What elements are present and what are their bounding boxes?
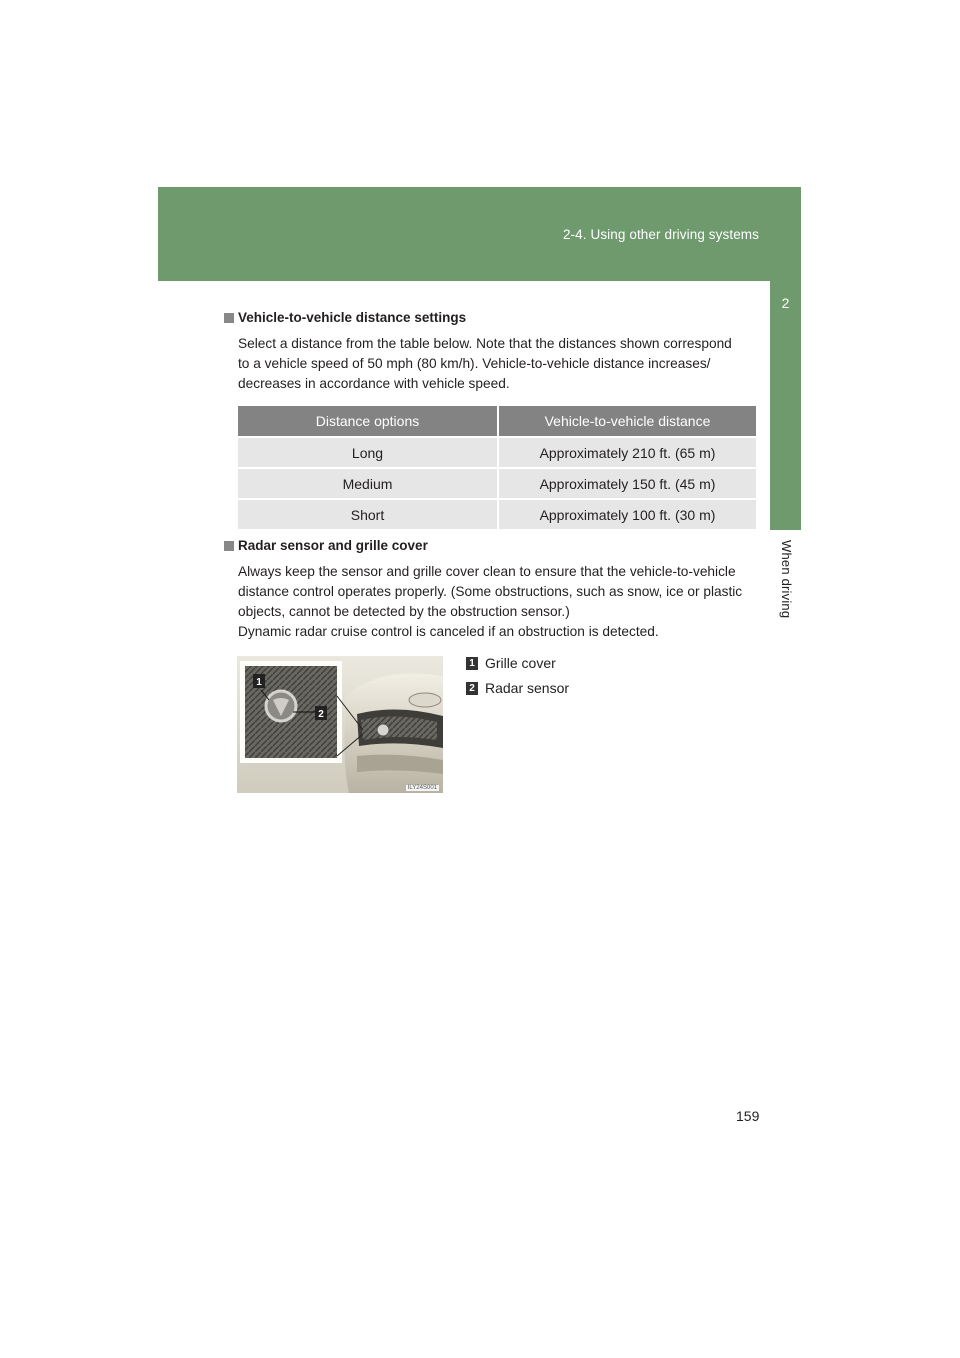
column-header: Vehicle-to-vehicle distance	[498, 406, 756, 437]
callout-1: 1	[256, 677, 262, 688]
chapter-label: When driving	[779, 540, 794, 619]
paragraph-distance-settings	[238, 334, 754, 394]
table-row	[238, 499, 756, 529]
text-line: Select a distance from the table below. Note that the distances shown correspond	[238, 336, 732, 351]
legend-number: 2	[466, 682, 478, 695]
table-cell: Approximately 100 ft. (30 m)	[498, 499, 756, 529]
table-cell: Long	[238, 437, 498, 468]
distance-table	[238, 406, 756, 529]
text-line: objects, cannot be detected by the obstruction sensor.)	[238, 604, 570, 619]
legend-grille-cover	[466, 655, 556, 671]
text-line: to a vehicle speed of 50 mph (80 km/h). Vehicle-to-vehicle distance increases/	[238, 356, 711, 371]
section-title: 2-4. Using other driving systems	[562, 227, 759, 242]
grille-radar-illustration	[237, 656, 443, 793]
heading-distance-settings	[224, 310, 466, 325]
callout-2: 2	[318, 709, 324, 720]
table-cell: Medium	[238, 468, 498, 499]
bullet-square-icon	[224, 541, 234, 551]
table-cell: Approximately 150 ft. (45 m)	[498, 468, 756, 499]
legend-label: Radar sensor	[485, 680, 570, 696]
text-line: distance control operates properly. (Some obstructions, such as snow, ice or plastic	[238, 584, 743, 599]
legend-label: Grille cover	[485, 655, 556, 671]
text-line: Always keep the sensor and grille cover clean to ensure that the vehicle-to-vehicle	[238, 564, 736, 579]
chapter-tab	[770, 252, 801, 530]
column-header: Distance options	[238, 406, 498, 437]
legend-radar-sensor	[466, 680, 569, 696]
chapter-number: 2	[781, 295, 790, 311]
table-row	[238, 468, 756, 499]
table-cell: Short	[238, 499, 498, 529]
legend-number: 1	[466, 657, 478, 670]
page-number: 159	[736, 1108, 760, 1124]
bullet-square-icon	[224, 313, 234, 323]
text-line: Dynamic radar cruise control is canceled if an obstruction is detected.	[238, 624, 659, 639]
header-band	[158, 187, 801, 281]
heading-text: Vehicle-to-vehicle distance settings	[238, 310, 467, 325]
text-line: decreases in accordance with vehicle speed.	[238, 376, 510, 391]
table-header-row	[238, 406, 756, 437]
car-front-drawing	[237, 656, 443, 793]
table-row	[238, 437, 756, 468]
table-cell: Approximately 210 ft. (65 m)	[498, 437, 756, 468]
figure-code: ILY24S001	[407, 785, 437, 791]
paragraph-radar-sensor	[238, 562, 754, 642]
heading-text: Radar sensor and grille cover	[238, 538, 428, 553]
heading-radar-sensor	[224, 538, 428, 553]
